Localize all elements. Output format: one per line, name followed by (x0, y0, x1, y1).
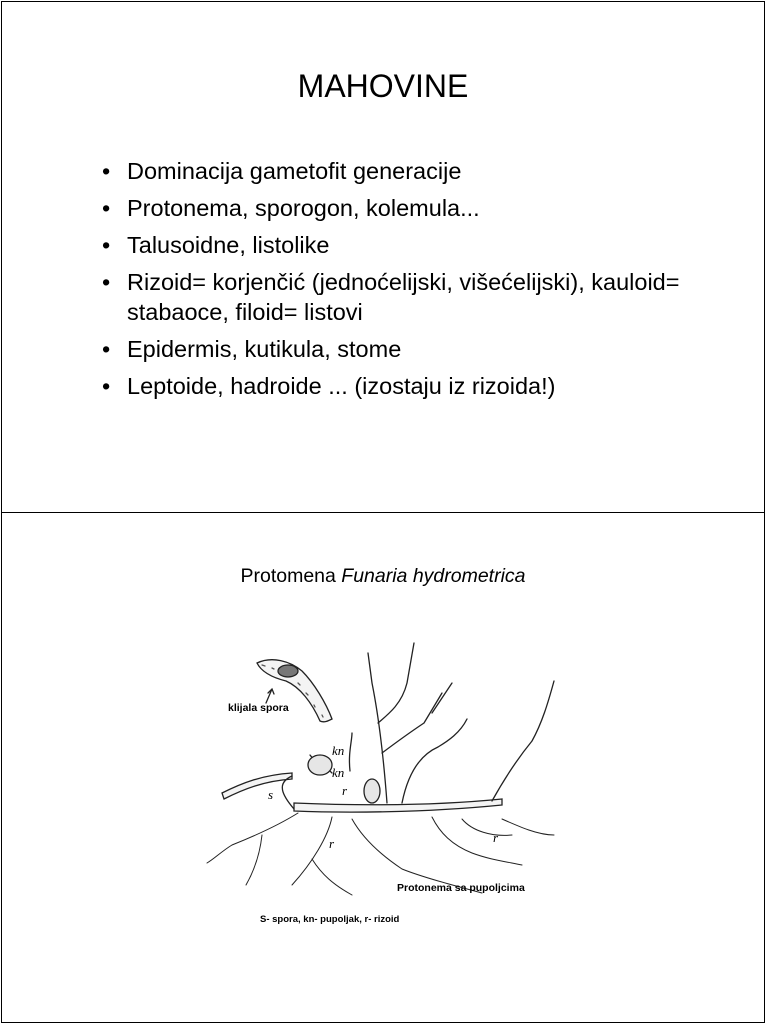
figure-legend: S- spora, kn- pupoljak, r- rizoid (260, 914, 400, 925)
bullet-item: • Protonema, sporogon, kolemula... (100, 193, 700, 223)
label-protonema-buds: Protonema sa pupoljcima (397, 882, 525, 894)
slide-title: MAHOVINE (297, 68, 469, 104)
figure-title (2, 565, 764, 588)
bullet-item: • Epidermis, kutikula, stome (100, 334, 700, 364)
main-filament (222, 773, 502, 812)
mark-rhizoid-2: r (329, 836, 335, 851)
slide-protonema (1, 512, 765, 1023)
figure-title-species: Funaria hydrometrica (341, 565, 526, 587)
bullet-item: • Dominacija gametofit generacije (100, 156, 700, 186)
bullet-item: • Talusoidne, listolike (100, 230, 700, 260)
branching-filaments (310, 643, 554, 803)
figure-title-plain: Protomena (240, 565, 342, 587)
bullet-item: • Leptoide, hadroide ... (izostaju iz rizoida!) (100, 371, 700, 401)
protonema-drawing (202, 623, 582, 953)
mark-spore: s (268, 787, 274, 802)
slide-mahovine (1, 1, 765, 513)
mark-rhizoid-3: r (493, 830, 499, 845)
mark-rhizoid-1: r (342, 783, 348, 798)
spore-arrow (266, 689, 274, 703)
mark-bud-1: kn (332, 743, 345, 758)
mark-bud-2: kn (332, 765, 345, 780)
label-germinated-spore: klijala spora (228, 702, 289, 714)
bullet-item: • Rizoid= korjenčić (jednoćelijski, višećelijski), kauloid= stabaoce, filoid= listovi (100, 267, 700, 327)
bullet-list (100, 156, 700, 408)
